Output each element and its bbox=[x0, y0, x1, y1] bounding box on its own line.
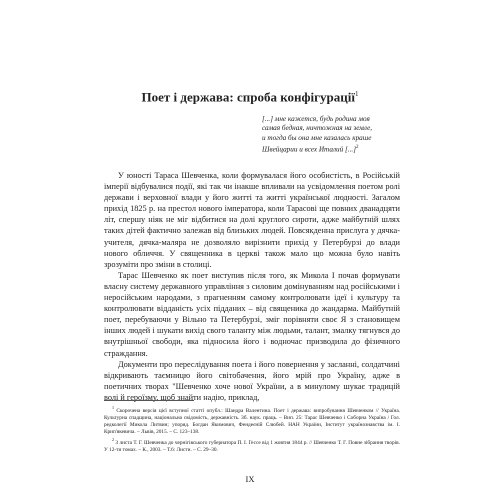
epigraph-line-text: Швейцарии и всех Италий [...] bbox=[262, 145, 357, 154]
epigraph bbox=[262, 115, 492, 155]
epigraph-line: самая бедная, ничтожная на земле, bbox=[262, 124, 373, 133]
epigraph-line bbox=[262, 143, 492, 155]
epigraph-line: [...] мне кажется, будь родина моя bbox=[262, 115, 370, 123]
footnote bbox=[104, 404, 400, 436]
epigraph-line: и тогда бы она мне казалась краше bbox=[262, 133, 372, 142]
footnote-mark: 2 bbox=[112, 437, 114, 443]
epigraph-footnote-mark: 2 bbox=[356, 145, 359, 151]
title-footnote-mark: 1 bbox=[354, 90, 359, 98]
footnote-mark: 1 bbox=[112, 405, 114, 410]
body-text bbox=[104, 170, 400, 403]
body-paragraph: Тарас Шевченко як поет виступив після того, як Микола І почав формувати власну систему державного управління з силовим домінуванням над російськими і неросійським народами, з прагненням самому контролювати ідеї і культуру та контролювати відданість усіх підданих – від священика до жандарма. Майбутній поет, перебуваючи у Вільно та Петербурзі, зміг порівняти своє Я з становищем інших людей і шукати вихід свого таланту між людьми, талант, змалку тягнувся до внутрішньої свободи, яка підносила його і водночас призводила до фізичного страждання. bbox=[104, 270, 400, 358]
body-paragraph: У юності Тараса Шевченка, коли формувалася його особистість, в Російській імперії відбувалися події, які так чи інакше впливали на усвідомлення поетом ролі держави і верховної влади у його житті та житті української людності. Загалом прихід 1825 р. на престол нового імператора, коли Тарасові ще повних дванадцяти літ, спершу ніяк не міг відбитися на долі круглого сироти, адже майбутній шлях таких дітей фактично залежав від близьких людей. Повсякденна прислуга у дячка-учителя, дячка-маляра не дозволяло вирізнити прихід у Петербурзі до влади нового обличчя. У священника в церкві також мало що можна було навіть зрозуміти про зміни в столиці. bbox=[104, 171, 400, 269]
body-paragraph: Документи про переслідування поета і його повернення у засланні, солдатчині відкривають таємницю його світобачення, його мрій про Україну, адже в поетичних творах "Шевченко хоче нової України, а в минулому шукає традицій волі й героїзму, щоб знайти надію, приклад, bbox=[104, 359, 400, 402]
footnote-divider bbox=[104, 400, 194, 401]
footnote-text: З листа Т. Г. Шевченка до чернігівського губернатора П. І. Гессе від 1 жовтня 1844 р. // Шевченко Т. Г. Повне зібрання творів. У 12-ти томах. – К., 2003. – Т.6: Листи. – С. 29–30. bbox=[104, 439, 400, 453]
footnote-text: Скорочена версія цієї вступної статті опубл.: Шандра Валентина. Поет і держава: випробування Шевченком // Україна. Культурна спадщина, національна свідомість, державність. Зб. наук. праць. – Вип. 25: Тарас Шевченко і Соборна Україна / Гол. редколегії Микола Литвин; упоряд. Богдан Якимович, Фендеєній Слюбей. НАН України, Інститут українознавства ім. І. Крип'якевича. – Львів, 2015. – С. 123–138. bbox=[104, 407, 400, 436]
chapter-title-text: Поет і держава: спроба конфігурації bbox=[141, 89, 355, 105]
footnote bbox=[104, 436, 400, 454]
chapter-title bbox=[0, 86, 500, 105]
footnotes bbox=[104, 404, 400, 454]
page-number: IX bbox=[245, 474, 255, 484]
